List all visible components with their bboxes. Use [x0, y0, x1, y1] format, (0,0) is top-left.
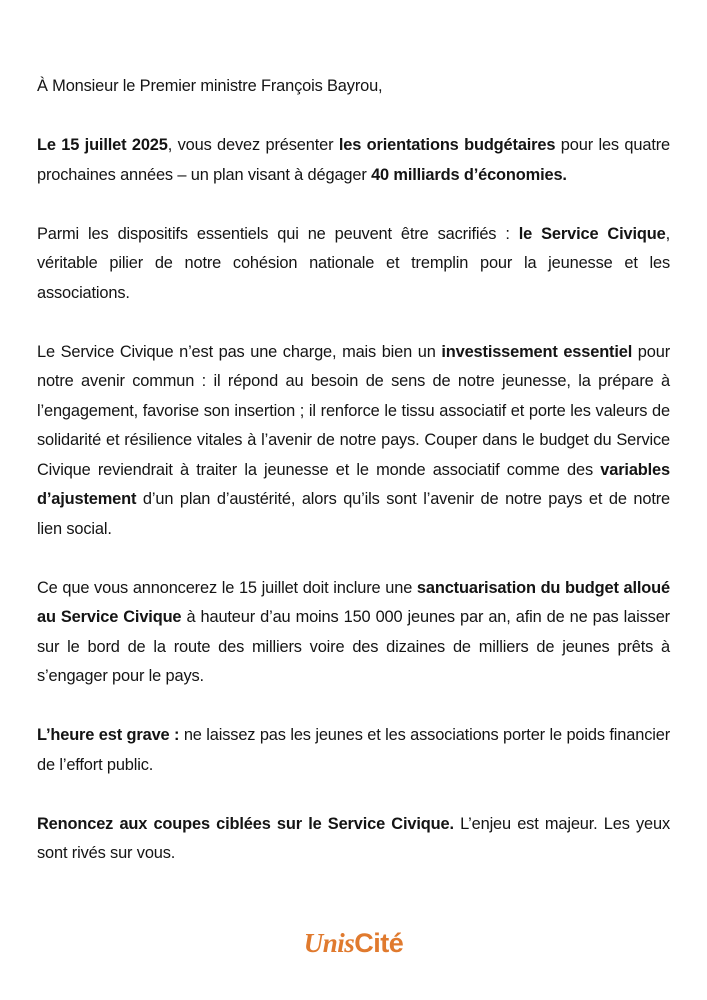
bold-urgency: L’heure est grave :: [37, 726, 180, 744]
text: pour les quatre prochaines années – un plan visant à dégager: [37, 136, 670, 184]
text: à hauteur d’au moins 150 000 jeunes par an, afin de ne pas laisser sur le bord de la route des milliers voire des dizaines de milliers de jeunes prêts à s’engager pour le pays.: [37, 608, 670, 685]
letter-body: [37, 72, 670, 898]
unis-cite-logo: [0, 928, 707, 959]
paragraph-investment: [37, 338, 670, 545]
bold-savings: 40 milliards d’économies.: [371, 165, 567, 184]
text: ne laissez pas les jeunes et les associations porter le poids financier de l’effort public.: [37, 726, 671, 774]
bold-investment: investissement essentiel: [441, 342, 633, 361]
bold-orientations: les orientations budgétaires: [338, 136, 556, 154]
logo-part-unis: Unis: [303, 928, 355, 958]
text: Ce que vous annoncerez le 15 juillet doit inclure une: [37, 578, 417, 597]
logo-part-cite: Cité: [354, 928, 404, 958]
paragraph-sanctuarisation: [37, 574, 670, 692]
paragraph-call-to-action: [37, 810, 670, 869]
paragraph-essential-programs: [37, 220, 670, 309]
paragraph-budget-date: [37, 131, 670, 190]
bold-service-civique: le Service Civique: [518, 224, 666, 243]
bold-call-to-action: Renoncez aux coupes ciblées sur le Service Civique.: [37, 814, 454, 833]
bold-sanctuarisation: sanctuarisation du budget alloué au Service Civique: [37, 578, 670, 626]
text: Le Service Civique n’est pas une charge, mais bien un: [37, 342, 442, 361]
letter-greeting: À Monsieur le Premier ministre François Bayrou,: [37, 77, 383, 95]
text: pour notre avenir commun : il répond au besoin de sens de notre jeunesse, la prépare à l’engagement, favorise son insertion ; il renforce le tissu associatif et porte les valeurs de solidarité et résilience vitales à l’avenir de notre pays. Couper dans le budget du Service Civique reviendrait à traiter la jeunesse et le monde associatif comme des: [37, 342, 670, 479]
text: Parmi les dispositifs essentiels qui ne peuvent être sacrifiés :: [37, 224, 519, 243]
paragraph-urgency: [37, 721, 670, 780]
text: L’enjeu est majeur. Les yeux sont rivés sur vous.: [37, 814, 670, 862]
bold-variables: variables d’ajustement: [37, 460, 670, 508]
bold-date: Le 15 juillet 2025: [37, 136, 168, 154]
text: , vous devez présenter: [167, 136, 339, 154]
text: d’un plan d’austérité, alors qu’ils sont l’avenir de notre pays et de notre lien social.: [37, 490, 670, 538]
text: , véritable pilier de notre cohésion nationale et tremplin pour la jeunesse et les associations.: [37, 224, 670, 302]
